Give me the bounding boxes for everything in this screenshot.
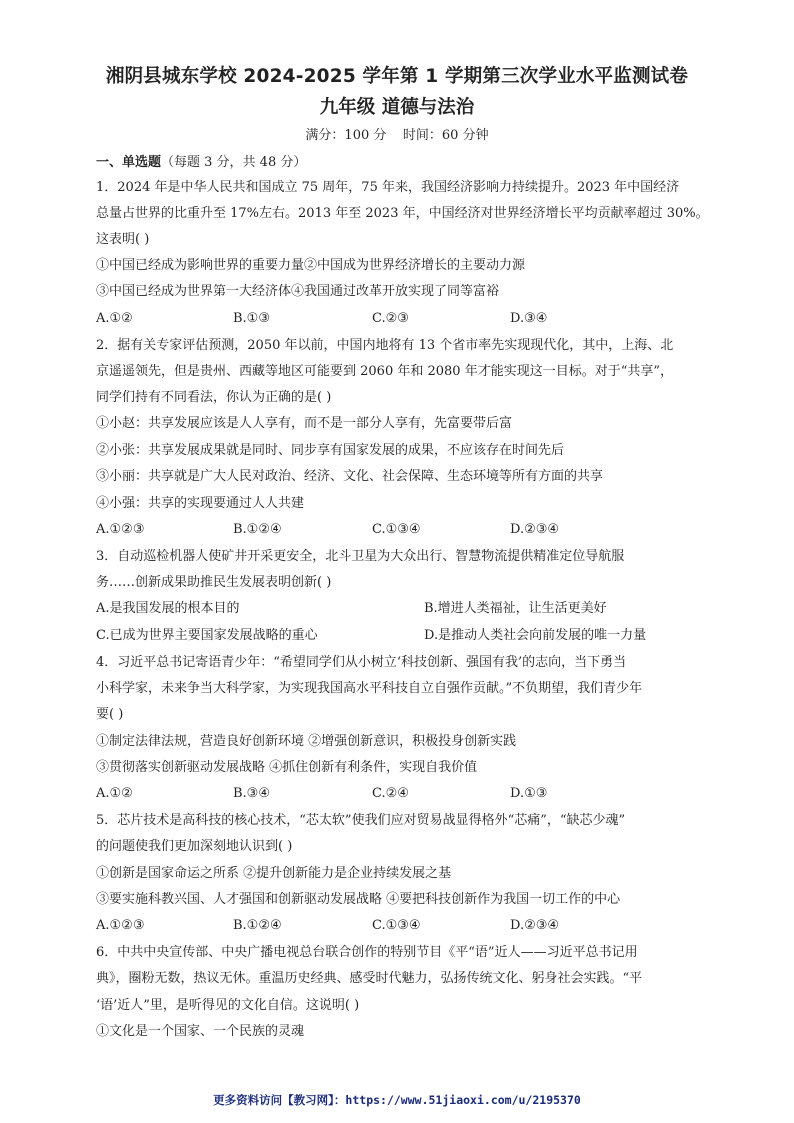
option-d: D.是推动人类社会向前发展的唯一力量 bbox=[424, 628, 647, 643]
question-line: 2．据有关专家评估预测，2050 年以前，中国内地将有 13 个省市率先实现现代化，其中，上海、北 bbox=[96, 338, 674, 353]
question-line: ③中国已经成为世界第一大经济体④我国通过改革开放实现了同等富裕 bbox=[96, 284, 500, 299]
question-line: ③要实施科教兴国、人才强国和创新驱动发展战略 ④要把科技创新作为我国一切工作的中心 bbox=[96, 892, 621, 907]
exam-meta: 满分：100 分 时间：60 分钟 bbox=[305, 128, 489, 143]
question-line: ③小丽：共享就是广大人民对政治、经济、文化、社会保障、生态环境等所有方面的共享 bbox=[96, 469, 604, 484]
question-line: ②小张：共享发展成果就是同时、同步享有国家发展的成果，不应该存在时间先后 bbox=[96, 443, 565, 458]
option-c: C.②③ bbox=[372, 311, 409, 326]
option-a: A.是我国发展的根本目的 bbox=[96, 601, 240, 616]
option-b: B.①③ bbox=[233, 311, 270, 326]
question-line: 这表明( ) bbox=[96, 232, 150, 247]
question-line: ①中国已经成为影响世界的重要力量②中国成为世界经济增长的主要动力源 bbox=[96, 258, 526, 273]
section-heading bbox=[96, 151, 306, 170]
question-line: 总量占世界的比重升至 17%左右。2013 年至 2023 年，中国经济对世界经济增长平均贡献率超过 30%。 bbox=[96, 206, 709, 221]
option-a: A.①② bbox=[96, 786, 133, 801]
question-line: 4．习近平总书记寄语青少年：“希望同学们从小树立‘科技创新、强国有我’的志向，当下勇当 bbox=[96, 655, 627, 670]
question-line: ④小强：共享的实现要通过人人共建 bbox=[96, 496, 305, 511]
question-line: 的问题使我们更加深刻地认识到( ) bbox=[96, 839, 293, 854]
section-note: （每题 3 分，共 48 分） bbox=[161, 155, 307, 170]
option-c: C.已成为世界主要国家发展战略的重心 bbox=[96, 628, 318, 643]
option-b: B.增进人类福祉，让生活更美好 bbox=[424, 601, 607, 616]
option-d: D.③④ bbox=[510, 311, 548, 326]
option-a: A.①② bbox=[96, 311, 133, 326]
question-line: 典》，圈粉无数，热议无休。重温历史经典、感受时代魅力，弘扬传统文化、躬身社会实践。“平 bbox=[96, 971, 643, 986]
exam-title: 湘阴县城东学校 2024-2025 学年第 1 学期第三次学业水平监测试卷 bbox=[105, 66, 689, 87]
exam-subtitle: 九年级 道德与法治 bbox=[319, 97, 475, 118]
option-a: A.①②③ bbox=[96, 522, 145, 537]
section-label: 一、单选题 bbox=[96, 155, 162, 170]
question-line: 5．芯片技术是高科技的核心技术，“芯太软”使我们应对贸易战显得格外“芯痛”，“缺芯少魂” bbox=[96, 813, 626, 828]
question-line: 京遥遥领先，但是贵州、西藏等地区可能要到 2060 年和 2080 年才能实现这一目标。对于“共享”， bbox=[96, 364, 673, 379]
question-line: ③贯彻落实创新驱动发展战略 ④抓住创新有利条件，实现自我价值 bbox=[96, 760, 478, 775]
option-d: D.②③④ bbox=[510, 522, 560, 537]
option-b: B.①②④ bbox=[233, 918, 282, 933]
question-line: 要( ) bbox=[96, 707, 124, 722]
question-line: ①文化是一个国家、一个民族的灵魂 bbox=[96, 1024, 305, 1039]
question-line: ①小赵：共享发展应该是人人享有，而不是一部分人享有，先富要带后富 bbox=[96, 416, 513, 431]
option-c: C.①③④ bbox=[372, 918, 421, 933]
option-b: B.①②④ bbox=[233, 522, 282, 537]
option-b: B.③④ bbox=[233, 786, 270, 801]
question-line: 1．2024 年是中华人民共和国成立 75 周年，75 年来，我国经济影响力持续提升。2023 年中国经济 bbox=[96, 180, 680, 195]
question-line: 小科学家，未来争当大科学家，为实现我国高水平科技自立自强作贡献。”不负期望，我们青少年 bbox=[96, 681, 643, 696]
question-line: ‘语’近人”里，是听得见的文化自信。这说明( ) bbox=[96, 998, 360, 1013]
question-line: ①制定法律法规，营造良好创新环境 ②增强创新意识，积极投身创新实践 bbox=[96, 734, 517, 749]
option-d: D.②③④ bbox=[510, 918, 560, 933]
question-line: 3．自动巡检机器人使矿井开采更安全，北斗卫星为大众出行、智慧物流提供精准定位导航服 bbox=[96, 549, 625, 564]
question-line: 6．中共中央宣传部、中央广播电视总台联合创作的特别节目《平“语”近人——习近平总书记用 bbox=[96, 945, 638, 960]
question-line: 务……创新成果助推民生发展表明创新( ) bbox=[96, 575, 332, 590]
question-line: 同学们持有不同看法，你认为正确的是( ) bbox=[96, 390, 332, 405]
option-d: D.①③ bbox=[510, 786, 548, 801]
option-c: C.②④ bbox=[372, 786, 409, 801]
footer-resource-link[interactable]: 更多资料访问【教习网】：https://www.51jiaoxi.com/u/2195370 bbox=[213, 1093, 581, 1107]
option-c: C.①③④ bbox=[372, 522, 421, 537]
option-a: A.①②③ bbox=[96, 918, 145, 933]
question-line: ①创新是国家命运之所系 ②提升创新能力是企业持续发展之基 bbox=[96, 866, 452, 881]
